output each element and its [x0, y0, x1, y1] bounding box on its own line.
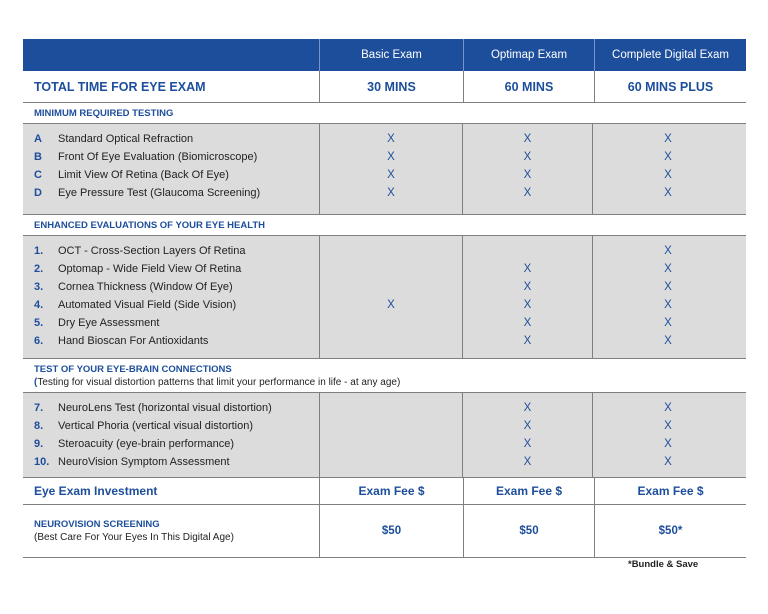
check-mark	[463, 242, 592, 260]
check-mark: X	[523, 133, 532, 145]
check-mark: X	[664, 263, 672, 275]
check-mark: X	[523, 299, 532, 311]
test-item	[23, 332, 319, 350]
check-mark: X	[664, 335, 672, 347]
check-mark	[320, 332, 462, 350]
check-mark: X	[523, 317, 532, 329]
total-time-basic: 30 MINS	[319, 71, 463, 102]
test-item-label: 10.	[34, 456, 50, 468]
fee-complete: Exam Fee $	[594, 478, 746, 504]
check-mark: X	[664, 402, 672, 414]
test-item-text: Vertical Phoria (vertical visual distortion)	[58, 420, 254, 432]
fee-label: Eye Exam Investment	[34, 484, 158, 498]
check-mark: X	[664, 420, 672, 432]
check-mark: X	[664, 456, 672, 468]
test-item-label: 7.	[34, 402, 44, 414]
test-item-text: OCT - Cross-Section Layers Of Retina	[58, 245, 246, 257]
header-row	[23, 39, 746, 71]
check-mark: X	[664, 281, 672, 293]
enhanced-complete-marks	[592, 236, 743, 358]
check-mark: X	[664, 299, 672, 311]
header-optimap-exam: Optimap Exam	[463, 39, 594, 71]
test-item	[23, 184, 319, 202]
check-mark	[320, 417, 462, 435]
check-mark	[320, 242, 462, 260]
neurovision-optimap-price: $50	[463, 505, 594, 557]
check-mark: X	[664, 187, 672, 199]
neurovision-label	[23, 505, 319, 557]
enhanced-labels	[23, 236, 319, 358]
check-mark: X	[387, 133, 395, 145]
minimum-labels	[23, 124, 319, 214]
test-item-label: 8.	[34, 420, 44, 432]
total-time-optimap: 60 MINS	[463, 71, 594, 102]
test-item	[23, 148, 319, 166]
test-item	[23, 296, 319, 314]
header-complete-digital-exam: Complete Digital Exam	[594, 39, 746, 71]
brain-paren: (	[34, 377, 38, 388]
check-mark: X	[387, 169, 395, 181]
test-item-text: NeuroVision Symptom Assessment	[58, 456, 230, 468]
check-mark: X	[387, 299, 395, 311]
check-mark	[320, 435, 462, 453]
check-mark: X	[523, 420, 532, 432]
check-mark	[320, 453, 462, 471]
test-item-label: 2.	[34, 263, 44, 275]
test-item	[23, 166, 319, 184]
enhanced-basic-marks	[319, 236, 462, 358]
test-item-text: Hand Bioscan For Antioxidants	[58, 335, 209, 347]
test-item-text: Standard Optical Refraction	[58, 133, 194, 145]
check-mark: X	[664, 151, 672, 163]
test-item-text: Limit View Of Retina (Back Of Eye)	[58, 169, 229, 181]
check-mark: X	[523, 335, 532, 347]
enhanced-section-title: ENHANCED EVALUATIONS OF YOUR EYE HEALTH	[23, 215, 746, 236]
check-mark: X	[387, 151, 395, 163]
fee-basic: Exam Fee $	[319, 478, 463, 504]
check-mark: X	[523, 438, 532, 450]
minimum-basic-marks	[319, 124, 462, 214]
neurovision-subtitle: (Best Care For Your Eyes In This Digital Age)	[34, 532, 234, 543]
neurovision-basic-price: $50	[319, 505, 463, 557]
neurovision-title: NEUROVISION SCREENING	[34, 519, 160, 530]
brain-complete-marks	[592, 393, 743, 477]
brain-basic-marks	[319, 393, 462, 477]
check-mark: X	[523, 456, 532, 468]
test-item	[23, 260, 319, 278]
minimum-complete-marks	[592, 124, 743, 214]
test-item-text: Optomap - Wide Field View Of Retina	[58, 263, 242, 275]
check-mark: X	[523, 187, 532, 199]
check-mark: X	[664, 133, 672, 145]
check-mark: X	[523, 263, 532, 275]
brain-section-body	[23, 393, 746, 478]
test-item	[23, 453, 319, 471]
test-item-label: 3.	[34, 281, 44, 293]
test-item-text: Cornea Thickness (Window Of Eye)	[58, 281, 233, 293]
test-item	[23, 130, 319, 148]
test-item-label: A	[34, 133, 42, 145]
enhanced-section-body	[23, 236, 746, 359]
fee-row	[23, 478, 746, 505]
fee-optimap: Exam Fee $	[463, 478, 594, 504]
brain-section-subtitle	[34, 376, 746, 389]
test-item-label: 5.	[34, 317, 44, 329]
bundle-footnote: *Bundle & Save	[628, 559, 699, 570]
test-item-label: 4.	[34, 299, 44, 311]
check-mark: X	[664, 245, 672, 257]
test-item-label: 6.	[34, 335, 44, 347]
test-item-text: Dry Eye Assessment	[58, 317, 160, 329]
test-item-label: 1.	[34, 245, 44, 257]
check-mark	[320, 260, 462, 278]
check-mark	[320, 278, 462, 296]
test-item-label: B	[34, 151, 42, 163]
test-item-label: D	[34, 187, 42, 199]
test-item-text: Eye Pressure Test (Glaucoma Screening)	[58, 187, 261, 199]
brain-subtitle-text: Testing for visual distortion patterns that limit your performance in life - at any age)	[37, 377, 401, 388]
brain-labels	[23, 393, 319, 477]
check-mark: X	[664, 169, 672, 181]
test-item-text: Steroacuity (eye-brain performance)	[58, 438, 235, 450]
check-mark	[320, 314, 462, 332]
total-time-complete: 60 MINS PLUS	[594, 71, 746, 102]
test-item	[23, 399, 319, 417]
check-mark: X	[523, 281, 532, 293]
total-time-row	[23, 71, 746, 103]
brain-section-title: TEST OF YOUR EYE-BRAIN CONNECTIONS	[34, 364, 232, 375]
brain-optimap-marks	[462, 393, 592, 477]
test-item	[23, 417, 319, 435]
test-item-label: 9.	[34, 438, 44, 450]
test-item	[23, 278, 319, 296]
check-mark: X	[523, 169, 532, 181]
header-blank	[23, 39, 319, 71]
neurovision-complete-price: $50*	[594, 505, 746, 557]
test-item	[23, 314, 319, 332]
minimum-section-body	[23, 124, 746, 215]
check-mark: X	[387, 187, 395, 199]
check-mark: X	[664, 317, 672, 329]
comparison-table	[23, 39, 746, 558]
minimum-optimap-marks	[462, 124, 592, 214]
check-mark: X	[664, 438, 672, 450]
brain-section-header	[23, 359, 746, 393]
check-mark: X	[523, 402, 532, 414]
check-mark: X	[523, 151, 532, 163]
check-mark	[320, 399, 462, 417]
test-item-text: Front Of Eye Evaluation (Biomicroscope)	[58, 151, 258, 163]
test-item-text: NeuroLens Test (horizontal visual distortion)	[58, 402, 272, 414]
total-time-label: TOTAL TIME FOR EYE EXAM	[34, 79, 206, 94]
test-item	[23, 435, 319, 453]
test-item-text: Automated Visual Field (Side Vision)	[58, 299, 237, 311]
test-item	[23, 242, 319, 260]
header-basic-exam: Basic Exam	[319, 39, 463, 71]
neurovision-row	[23, 505, 746, 558]
test-item-label: C	[34, 169, 42, 181]
minimum-section-title: MINIMUM REQUIRED TESTING	[23, 103, 746, 124]
enhanced-optimap-marks	[462, 236, 592, 358]
